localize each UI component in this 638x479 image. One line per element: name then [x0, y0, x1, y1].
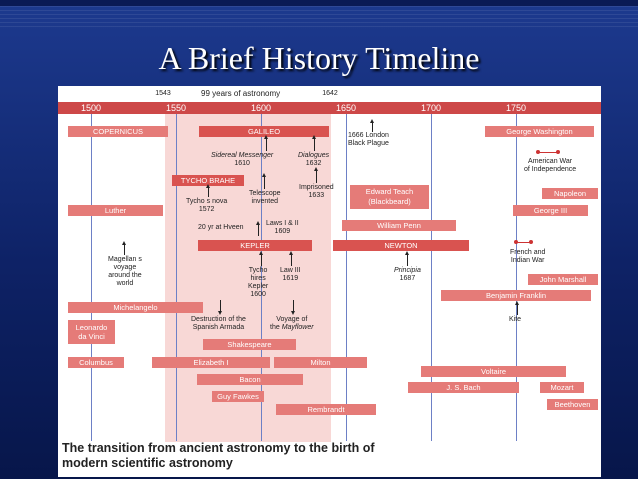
arrow-dialogues [314, 138, 315, 151]
bar-leonardo: Leonardo da Vinci [68, 320, 115, 344]
sidereal-title: Sidereal Messenger [211, 152, 274, 159]
bar-edward-teach: Edward Teach (Blackbeard) [350, 185, 429, 209]
bar-newton: NEWTON [333, 240, 469, 251]
bar-michelangelo: Michelangelo [68, 302, 203, 313]
arrow-kite [517, 304, 518, 315]
note-armada: Destruction of the Spanish Armada [191, 316, 246, 331]
bar-george-washington: George Washington [485, 126, 594, 137]
bar-beethoven: Beethoven [547, 399, 598, 410]
bar-guy-fawkes: Guy Fawkes [212, 391, 264, 402]
note-london-plague: 1666 London Black Plague [348, 132, 389, 147]
bar-george-iii: George III [513, 205, 588, 216]
note-french-indian-war: French and Indian War [510, 249, 546, 264]
note-war-independence: American War of Independence [524, 158, 577, 173]
bar-js-bach: J. S. Bach [408, 382, 519, 393]
sidereal-year: 1610 [234, 160, 250, 167]
year-1650: 1650 [335, 103, 357, 113]
bar-tycho-brahe: TYCHO BRAHE [172, 175, 244, 186]
arrow-tycho-nova [208, 187, 209, 197]
bar-galileo: GALILEO [199, 126, 329, 137]
gridline-1550 [176, 114, 177, 441]
arrow-hveen [258, 224, 259, 236]
decorative-lines [0, 6, 638, 28]
year-1700: 1700 [420, 103, 442, 113]
note-mayflower [270, 316, 314, 332]
bar-kepler: KEPLER [198, 240, 312, 251]
bar-benjamin-franklin: Benjamin Franklin [441, 290, 591, 301]
gridline-1650 [346, 114, 347, 441]
note-law-3: Law III 1619 [280, 267, 301, 282]
principia-year: 1687 [399, 275, 416, 282]
year-1600: 1600 [250, 103, 272, 113]
arrow-tycho-hires [261, 254, 262, 266]
arrow-law-3 [291, 254, 292, 266]
figure-caption: The transition from ancient astronomy to the birth of modern scientific astronomy [62, 441, 375, 470]
start-year-label: 1543 [155, 90, 171, 97]
dialogues-title: Dialogues [298, 152, 330, 159]
note-laws-1-2: Laws I & II 1609 [266, 220, 299, 235]
note-kite: Kite [509, 316, 522, 323]
year-1550: 1550 [165, 103, 187, 113]
arrow-telescope [264, 176, 265, 189]
astronomy-span-label: 99 years of astronomy [201, 89, 281, 98]
note-tycho-hires-kepler: Tycho hires Kepler 1600 [248, 267, 269, 298]
bar-napoleon: Napoleon [542, 188, 598, 199]
end-year-label: 1642 [322, 90, 338, 97]
bar-milton: Milton [274, 357, 367, 368]
bar-shakespeare: Shakespeare [203, 339, 296, 350]
principia-title: Principia [394, 267, 421, 274]
note-dialogues [298, 152, 329, 168]
note-hveen: 20 yr at Hveen [198, 224, 244, 231]
arrow-plague [372, 122, 373, 132]
arrow-principia [407, 254, 408, 266]
bar-elizabeth: Elizabeth I [152, 357, 270, 368]
bar-copernicus: COPERNICUS [68, 126, 168, 137]
note-tycho-nova: Tycho s nova 1572 [186, 198, 228, 213]
year-1750: 1750 [505, 103, 527, 113]
year-1500: 1500 [80, 103, 102, 113]
note-principia [394, 267, 421, 283]
note-sidereal-messenger [211, 152, 273, 168]
slide-title: A Brief History Timeline [158, 40, 480, 76]
note-telescope: Telescope invented [249, 190, 281, 205]
french-indian-war-span [516, 242, 531, 243]
bar-william-penn: William Penn [342, 220, 456, 231]
bar-mozart: Mozart [540, 382, 584, 393]
arrow-magellan [124, 244, 125, 255]
timeline-figure [58, 86, 601, 477]
arrow-imprisoned [316, 170, 317, 183]
mayflower-pre: Voyage of [276, 316, 308, 323]
mayflower-title: Mayflower [281, 324, 314, 331]
bar-voltaire: Voltaire [421, 366, 566, 377]
arrow-mayflower [293, 300, 294, 312]
bar-bacon: Bacon [197, 374, 303, 385]
arrow-armada [220, 300, 221, 312]
war-independence-span [538, 152, 558, 153]
bar-rembrandt: Rembrandt [276, 404, 376, 415]
mayflower-post: the [270, 324, 282, 331]
note-imprisoned: Imprisoned 1633 [299, 184, 334, 199]
dialogues-year: 1632 [305, 160, 322, 167]
bar-john-marshall: John Marshall [528, 274, 598, 285]
arrow-sidereal [266, 138, 267, 151]
bar-luther: Luther [68, 205, 163, 216]
note-magellan: Magellan s voyage around the world [108, 256, 142, 287]
bar-columbus: Columbus [68, 357, 124, 368]
gridline-1500 [91, 114, 92, 441]
